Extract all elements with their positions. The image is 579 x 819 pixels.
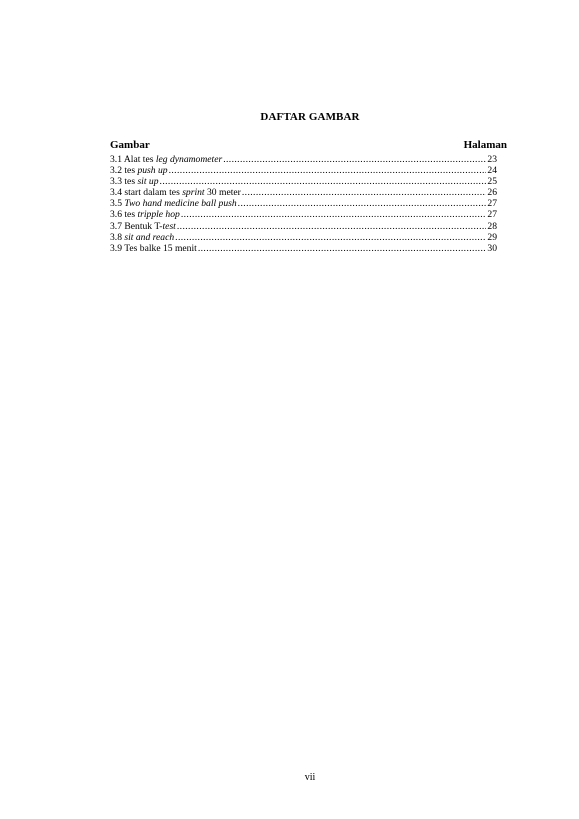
figure-entry-label: 3.6 tes tripple hop <box>110 209 180 221</box>
figure-entry-label: 3.8 sit and reach <box>110 231 175 243</box>
leader-dots <box>169 165 487 176</box>
figure-entry <box>110 232 497 243</box>
figure-entry-page: 23 <box>487 154 497 165</box>
leader-dots <box>198 243 487 254</box>
leader-dots <box>175 232 486 243</box>
toc-header-page: Halaman <box>463 139 507 151</box>
figure-entry <box>110 187 497 198</box>
figure-entry-label: 3.7 Bentuk T-test <box>110 220 176 232</box>
toc-header-figure: Gambar <box>110 139 150 151</box>
leader-dots <box>160 176 487 187</box>
figure-list <box>110 154 497 254</box>
figure-entry-label: 3.9 Tes balke 15 menit <box>110 242 197 254</box>
figure-entry <box>110 165 497 176</box>
page-title: DAFTAR GAMBAR <box>260 111 360 123</box>
toc-header <box>110 139 507 151</box>
figure-entry-label: 3.1 Alat tes leg dynamometer <box>110 154 223 165</box>
leader-dots <box>238 198 487 209</box>
figure-entry <box>110 154 497 165</box>
figure-entry-page: 26 <box>487 187 497 199</box>
figure-entry-page: 27 <box>487 198 497 210</box>
figure-entry-page: 29 <box>487 231 497 243</box>
figure-entry-page: 30 <box>487 242 497 254</box>
figure-entry-label: 3.4 start dalam tes sprint 30 meter <box>110 187 241 199</box>
leader-dots <box>223 154 486 165</box>
figure-entry-page: 24 <box>487 165 497 177</box>
figure-entry <box>110 221 497 232</box>
page-number: vii <box>304 772 316 783</box>
figure-entry <box>110 198 497 209</box>
leader-dots <box>177 221 487 232</box>
figure-entry-label: 3.2 tes push up <box>110 165 168 177</box>
figure-entry-page: 27 <box>487 209 497 221</box>
figure-entry-label: 3.5 Two hand medicine ball push <box>110 198 237 210</box>
leader-dots <box>242 187 487 198</box>
figure-entry-page: 28 <box>487 220 497 232</box>
figure-entry-page: 25 <box>487 176 497 188</box>
figure-entry-label: 3.3 tes sit up <box>110 176 159 188</box>
figure-entry <box>110 176 497 187</box>
figure-entry <box>110 243 497 254</box>
leader-dots <box>181 209 487 220</box>
figure-entry <box>110 209 497 220</box>
